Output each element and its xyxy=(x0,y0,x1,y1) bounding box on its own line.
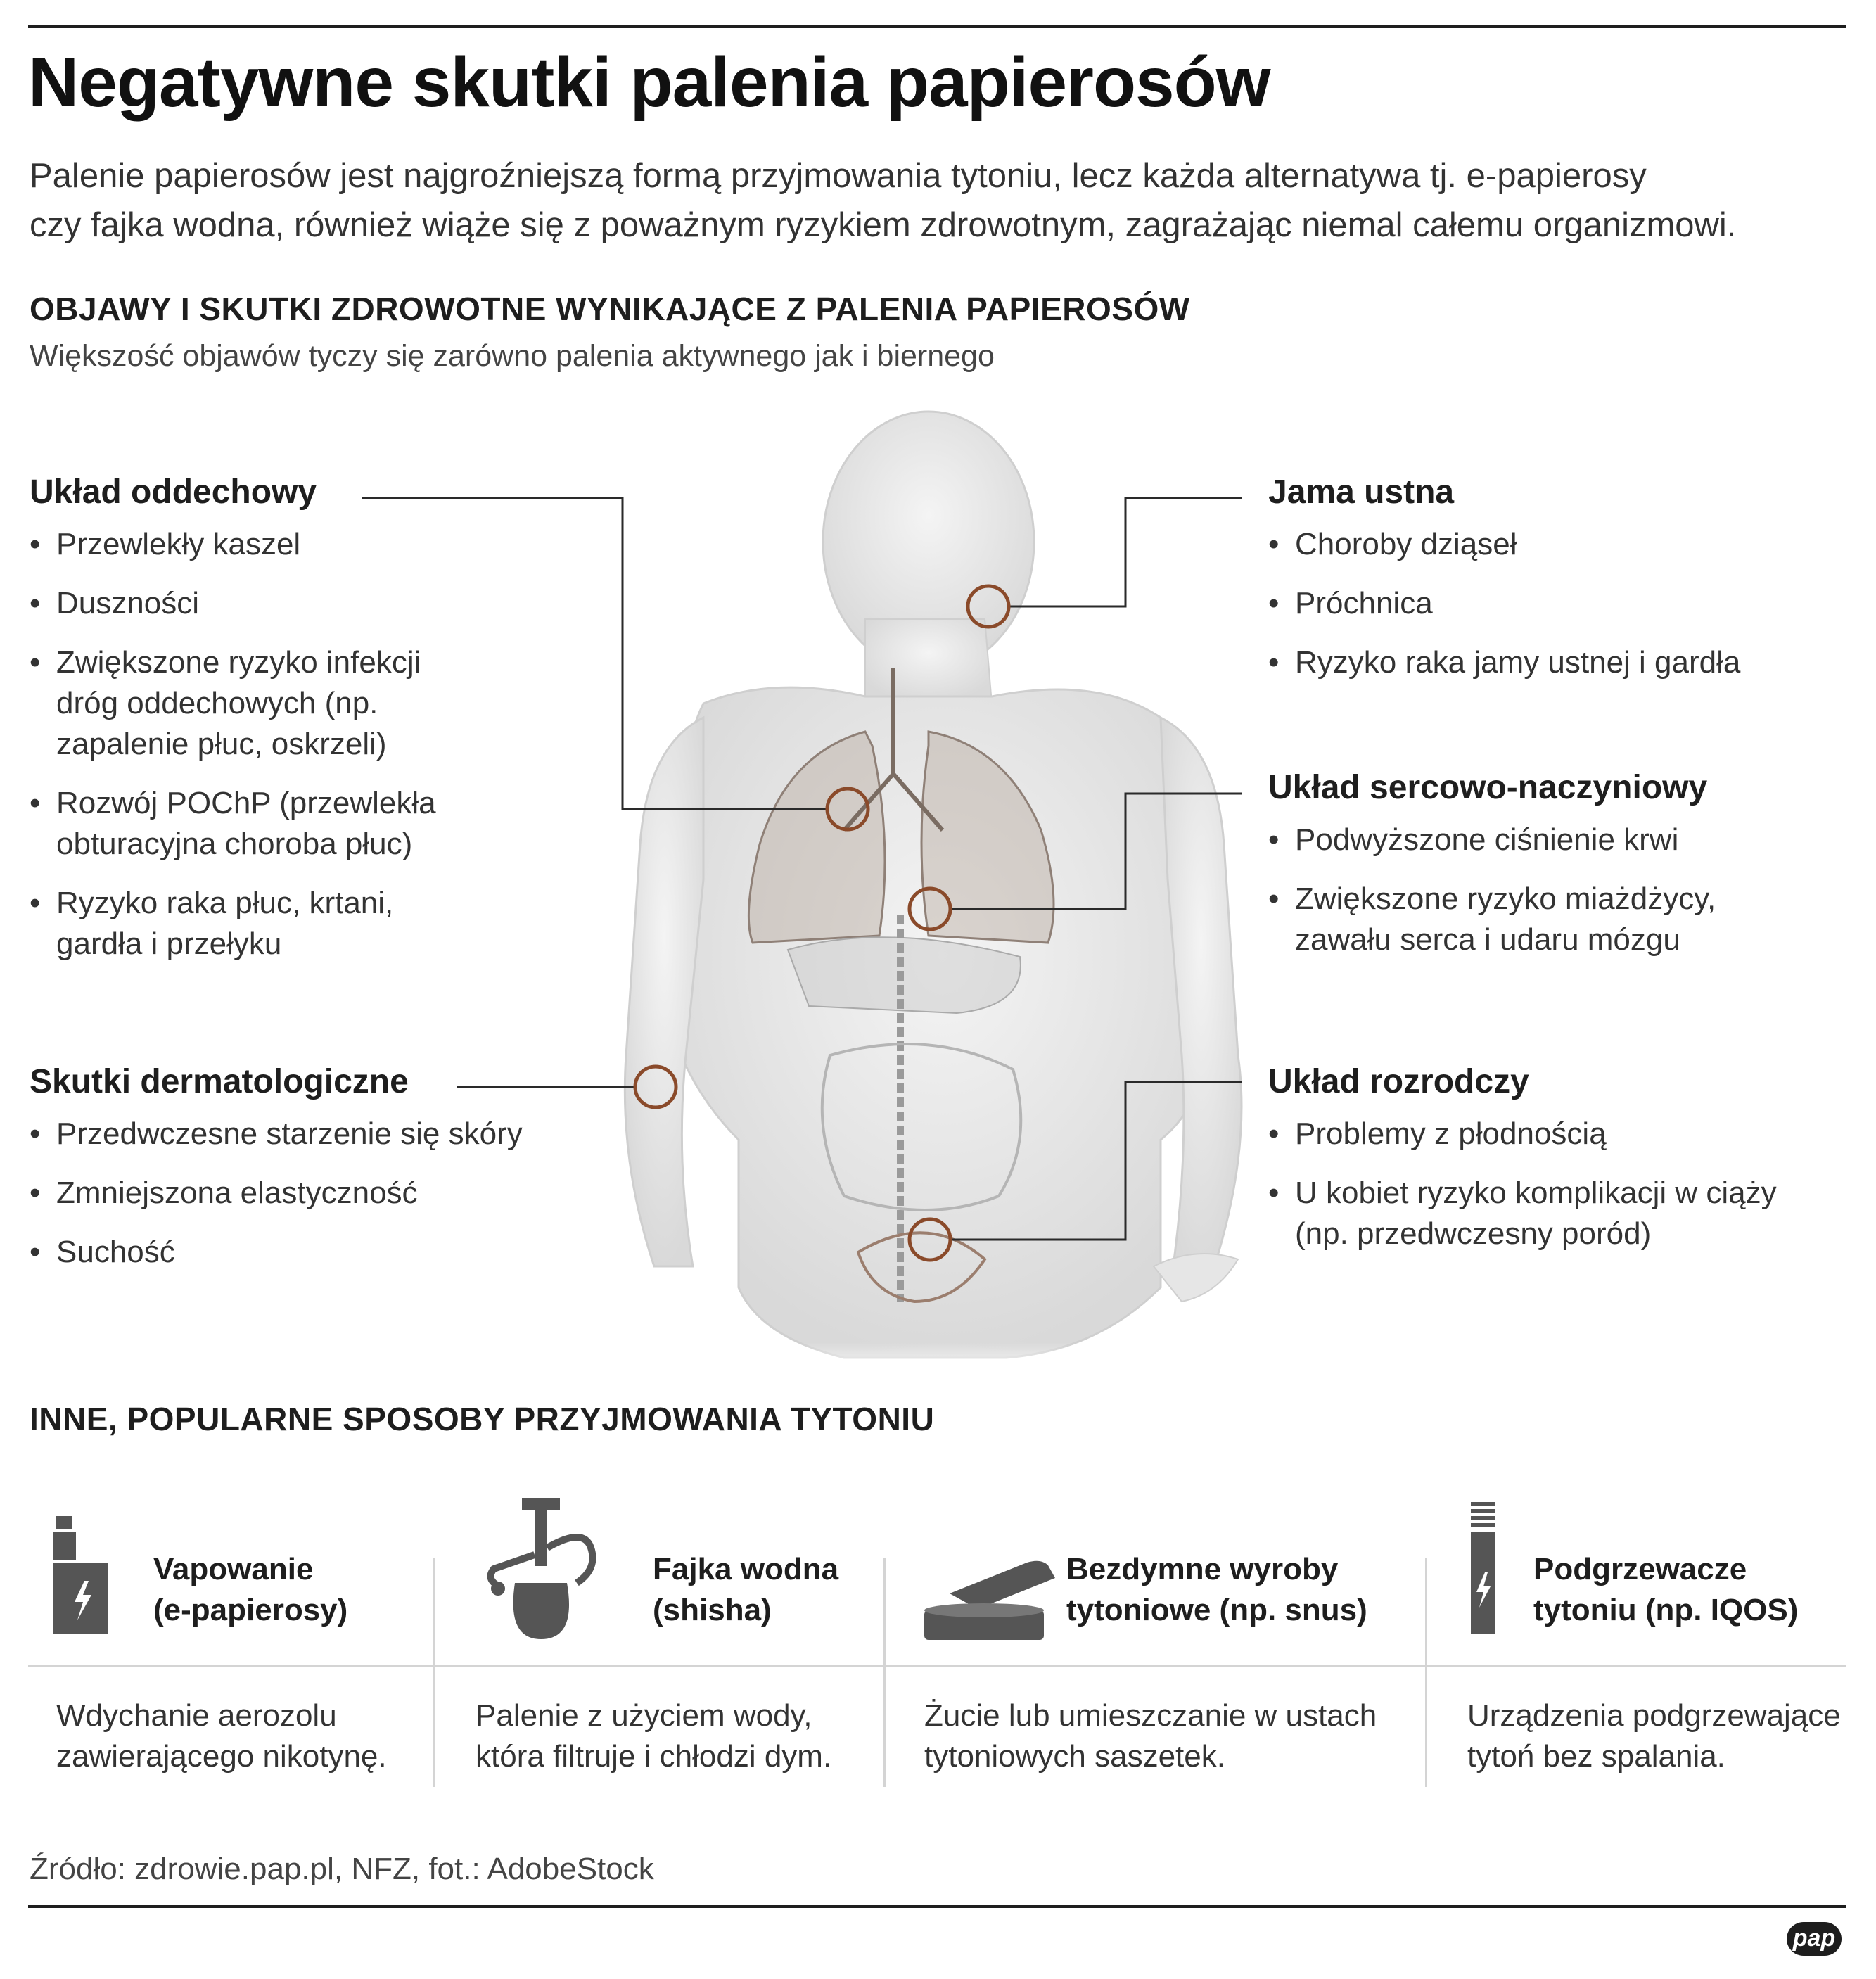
group-mouth-title: Jama ustna xyxy=(1268,473,1455,511)
row-separator xyxy=(28,1665,1846,1667)
list-item: • Zmniejszona elastyczność xyxy=(30,1173,536,1214)
section-effects-subtitle: Większość objawów tyczy się zarówno palenia aktywnego jak i biernego xyxy=(30,339,995,373)
category-label xyxy=(1533,1549,1798,1631)
column-separator xyxy=(1425,1558,1427,1787)
list-item: • Choroby dziąseł xyxy=(1268,524,1803,565)
group-reproductive xyxy=(1268,1062,1803,1273)
list-item: • Suchość xyxy=(30,1232,536,1273)
category-label-line: (shisha) xyxy=(653,1593,772,1627)
category-description-line: Urządzenia podgrzewające xyxy=(1467,1698,1841,1733)
column-separator xyxy=(433,1558,435,1787)
category-label-line: tytoniu (np. IQOS) xyxy=(1533,1593,1799,1627)
group-cardio-list xyxy=(1268,820,1761,960)
group-reproductive-title: Układ rozrodczy xyxy=(1268,1063,1529,1100)
category-label xyxy=(653,1549,838,1631)
group-mouth xyxy=(1268,473,1803,701)
category-description-line: tytoń bez spalania. xyxy=(1467,1739,1725,1774)
group-cardio xyxy=(1268,768,1761,979)
category-description-line: Palenie z użyciem wody, xyxy=(476,1698,812,1733)
group-respiratory-title: Układ oddechowy xyxy=(30,473,317,511)
bottom-rule xyxy=(28,1905,1846,1908)
list-item: • Duszności xyxy=(30,583,480,624)
group-respiratory-list xyxy=(30,524,480,965)
category-description-line: tytoniowych saszetek. xyxy=(924,1739,1225,1774)
group-skin-title: Skutki dermatologiczne xyxy=(30,1063,409,1100)
section-alternatives-title: INNE, POPULARNE SPOSOBY PRZYJMOWANIA TYTONIU xyxy=(30,1401,935,1437)
list-item: • Próchnica xyxy=(1268,583,1803,624)
column-separator xyxy=(883,1558,886,1787)
category-label-line: Vapowanie xyxy=(153,1552,314,1586)
vape-icon xyxy=(49,1516,113,1636)
category-label-line: Podgrzewacze xyxy=(1533,1552,1747,1586)
pap-logo: pap xyxy=(1787,1922,1842,1956)
group-skin xyxy=(30,1062,536,1291)
category-description-line: Wdychanie aerozolu xyxy=(56,1698,337,1733)
lead-line-1: Palenie papierosów jest najgroźniejszą formą przyjmowania tytoniu, lecz każda alternatywa tj. e-papierosy xyxy=(30,157,1647,195)
category-description xyxy=(1467,1695,1841,1777)
category-label xyxy=(153,1549,347,1631)
heated-tobacco-icon xyxy=(1467,1502,1502,1636)
list-item: • Problemy z płodnością xyxy=(1268,1114,1803,1154)
list-item: • Ryzyko raka jamy ustnej i gardła xyxy=(1268,642,1803,683)
hookah-icon xyxy=(478,1498,612,1639)
group-mouth-list xyxy=(1268,524,1803,683)
category-label-line: tytoniowe (np. snus) xyxy=(1066,1593,1367,1627)
category-description xyxy=(476,1695,831,1777)
section-effects-title: OBJAWY I SKUTKI ZDROWOTNE WYNIKAJĄCE Z PALENIA PAPIEROSÓW xyxy=(30,291,1190,327)
category-description xyxy=(924,1695,1377,1777)
group-respiratory xyxy=(30,473,480,983)
lead-line-2: czy fajka wodna, również wiąże się z poważnym ryzykiem zdrowotnym, zagrażając niemal całemu organizmowi. xyxy=(30,206,1737,244)
list-item: • Podwyższone ciśnienie krwi xyxy=(1268,820,1761,860)
category-label-line: (e-papierosy) xyxy=(153,1593,348,1627)
category-description xyxy=(56,1695,387,1777)
category-description-line: Żucie lub umieszczanie w ustach xyxy=(924,1698,1377,1733)
category-description-line: która filtruje i chłodzi dym. xyxy=(476,1739,832,1774)
connector-mouth xyxy=(1009,498,1242,606)
page-title: Negatywne skutki palenia papierosów xyxy=(28,43,1270,122)
list-item: • Rozwój POChP (przewlekła obturacyjna choroba płuc) xyxy=(30,783,480,865)
snus-tin-icon xyxy=(921,1558,1062,1643)
list-item: • Przewlekły kaszel xyxy=(30,524,480,565)
list-item: • U kobiet ryzyko komplikacji w ciąży (np. przedwczesny poród) xyxy=(1268,1173,1803,1254)
list-item: • Zwiększone ryzyko infekcji dróg oddechowych (np. zapalenie płuc, oskrzeli) xyxy=(30,642,480,765)
source-note: Źródło: zdrowie.pap.pl, NFZ, fot.: AdobeStock xyxy=(30,1852,654,1886)
group-skin-list xyxy=(30,1114,536,1273)
category-label xyxy=(1066,1549,1367,1631)
group-cardio-title: Układ sercowo-naczyniowy xyxy=(1268,769,1708,806)
category-label-line: Bezdymne wyroby xyxy=(1066,1552,1339,1586)
category-label-line: Fajka wodna xyxy=(653,1552,839,1586)
list-item: • Przedwczesne starzenie się skóry xyxy=(30,1114,536,1154)
category-description-line: zawierającego nikotynę. xyxy=(56,1739,387,1774)
list-item: • Ryzyko raka płuc, krtani, gardła i przełyku xyxy=(30,883,480,965)
list-item: • Zwiększone ryzyko miażdżycy, zawału serca i udaru mózgu xyxy=(1268,879,1761,960)
group-reproductive-list xyxy=(1268,1114,1803,1254)
